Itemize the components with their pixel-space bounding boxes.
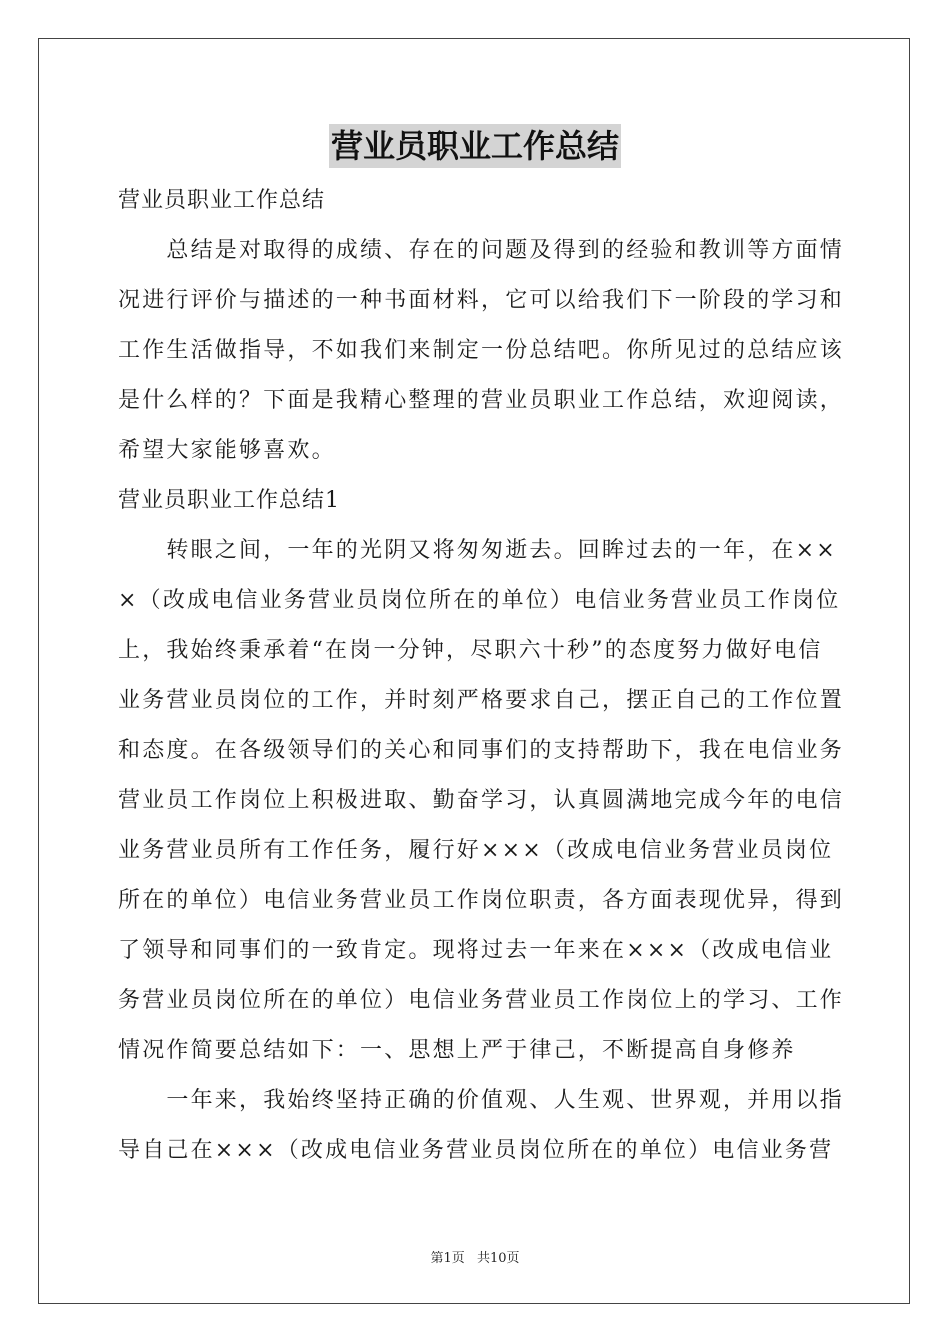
paragraph-line: 转眼之间，一年的光阴又将匆匆逝去。回眸过去的一年，在×× [118,538,837,563]
page-footer [0,1247,950,1266]
paragraph-line: 上，我始终秉承着“在岗一分钟，尽职六十秒”的态度努力做好电信 [118,638,823,663]
paragraph-line: 总结是对取得的成绩、存在的问题及得到的经验和教训等方面情 [118,238,845,263]
paragraph-line: 况进行评价与描述的一种书面材料，它可以给我们下一阶段的学习和 [118,288,845,313]
paragraph-line: 务营业员岗位所在的单位）电信业务营业员工作岗位上的学习、工作 [118,988,845,1013]
title-container [0,124,950,168]
paragraph-line: 了领导和同事们的一致肯定。现将过去一年来在×××（改成电信业 [118,938,834,963]
paragraph-line: 所在的单位）电信业务营业员工作岗位职责，各方面表现优异，得到 [118,888,845,913]
paragraph-line: 业务营业员岗位的工作，并时刻严格要求自己，摆正自己的工作位置 [118,688,845,713]
paragraph-line: 希望大家能够喜欢。 [118,438,336,463]
paragraph-line: 业务营业员所有工作任务，履行好×××（改成电信业务营业员岗位 [118,838,834,863]
subheading: 营业员职业工作总结 [118,188,326,213]
paragraph-line: 一年来，我始终坚持正确的价值观、人生观、世界观，并用以指 [118,1088,845,1113]
document-title: 营业员职业工作总结 [329,124,621,168]
paragraph-line: 和态度。在各级领导们的关心和同事们的支持帮助下，我在电信业务 [118,738,845,763]
paragraph-line: 营业员工作岗位上积极进取、勤奋学习，认真圆满地完成今年的电信 [118,788,845,813]
paragraph-line: 工作生活做指导，不如我们来制定一份总结吧。你所见过的总结应该 [118,338,845,363]
page-total: 共10页 [476,1251,520,1266]
section-heading: 营业员职业工作总结1 [118,488,340,513]
page-number: 第1页 [430,1251,465,1266]
paragraph-line: 是什么样的？下面是我精心整理的营业员职业工作总结，欢迎阅读， [118,388,845,413]
paragraph-line: 情况作简要总结如下：一、思想上严于律己，不断提高自身修养 [118,1038,796,1063]
paragraph-line: ×（改成电信业务营业员岗位所在的单位）电信业务营业员工作岗位 [118,588,841,613]
paragraph-line: 导自己在×××（改成电信业务营业员岗位所在的单位）电信业务营 [118,1138,834,1163]
